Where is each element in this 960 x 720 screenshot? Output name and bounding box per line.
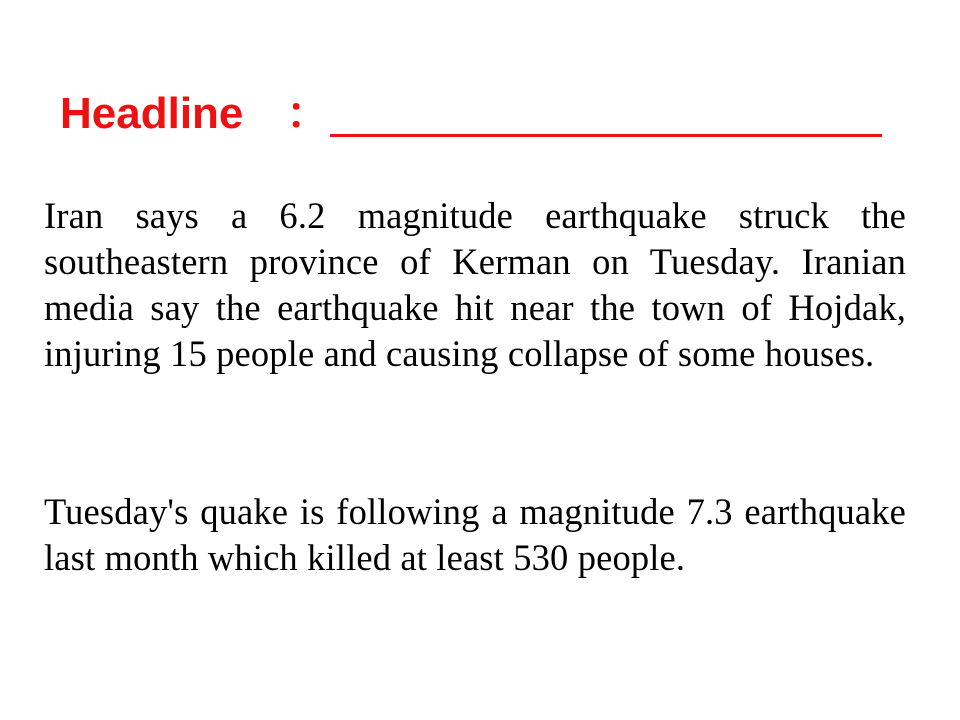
paragraph-previous-quake: Tuesday's quake is following a magnitude 7.3 earthquake last month which killed at least 530 people. (44, 491, 906, 578)
headline-label: Headline (60, 89, 244, 138)
headline-blank-line (330, 134, 882, 137)
paragraph-earthquake-report: Iran says a 6.2 magnitude earthquake struck the southeastern province of Kerman on Tuesday. Iranian media say the earthquake hit near the town of Hojdak, injuring 15 people and causing collapse of some houses. (44, 195, 906, 374)
headline-colon: ： (286, 89, 330, 138)
headline-row (60, 84, 900, 144)
